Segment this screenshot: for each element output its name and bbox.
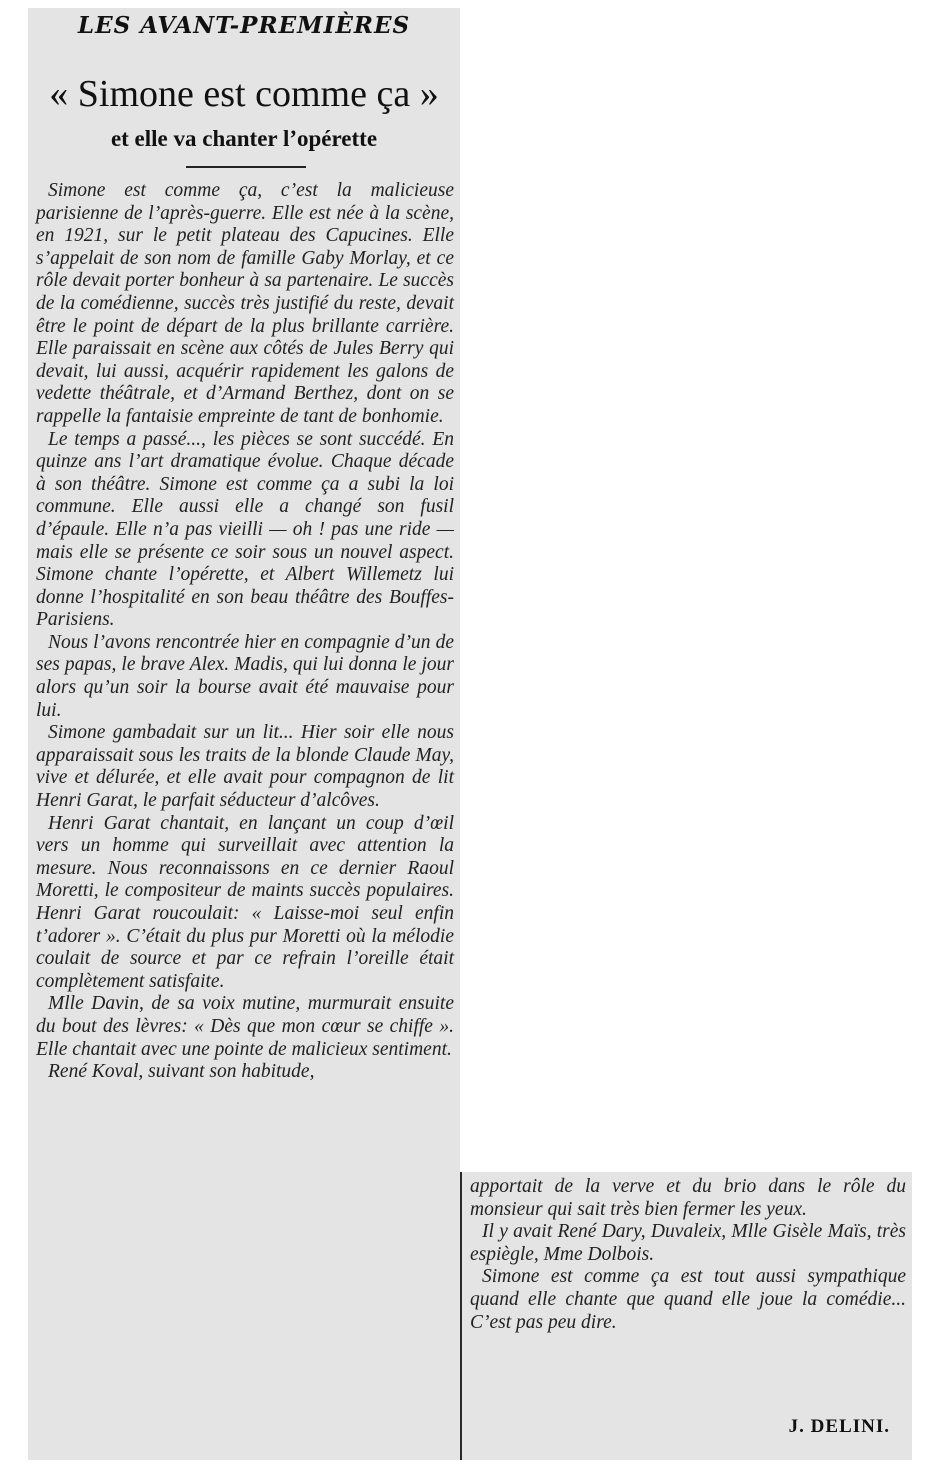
section-rubric: LES AVANT-PREMIÈRES bbox=[77, 12, 411, 39]
author-signature: J. DELINI. bbox=[788, 1416, 890, 1437]
article-body-continuation-column bbox=[470, 1176, 906, 1334]
body-paragraph-1: Simone est comme ça, c’est la malicieuse parisienne de l’après-guerre. Elle est née à la scène, en 1921, sur le petit plateau des Capucines. Elle s’appelait de son nom de famille Gaby Morlay, et ce rôle devait porter bonheur à sa partenaire. Le succès de la comédienne, succès très justifié du reste, devait être le point de départ de la plus brillante carrière. Elle paraissait en scène aux côtés de Jules Berry qui devait, lui aussi, acquérir rapidement les galons de vedette théâtrale, et d’Armand Berthez, dont on se rappelle la fantaisie empreinte de tant de bonhomie. bbox=[36, 180, 454, 427]
headline-divider-rule bbox=[186, 166, 306, 168]
body-paragraph-3: Nous l’avons rencontrée hier en compagnie d’un de ses papas, le brave Alex. Madis, qui lui donna le jour alors qu’un soir la bourse avait été mauvaise pour lui. bbox=[36, 631, 454, 721]
body-paragraph-7: René Koval, suivant son habitude, bbox=[48, 1061, 315, 1083]
article-headline: « Simone est comme ça » bbox=[49, 73, 439, 115]
continuation-paragraph-3: Simone est comme ça est tout aussi sympathique quand elle chante que quand elle joue la comédie... C’est pas peu dire. bbox=[470, 1266, 906, 1333]
body-paragraph-4: Simone gambadait sur un lit... Hier soir elle nous apparaissait sous les traits de la blonde Claude May, vive et délurée, et elle avait pour compagnon de lit Henri Garat, le parfait séducteur d’alcôves. bbox=[36, 722, 454, 812]
body-paragraph-6: Mlle Davin, de sa voix mutine, murmurait ensuite du bout des lèvres: « Dès que mon cœur se chiffe ». Elle chantait avec une pointe de malicieux sentiment. bbox=[36, 993, 454, 1060]
article-subheadline: et elle va chanter l’opérette bbox=[110, 126, 378, 151]
body-paragraph-5: Henri Garat chantait, en lançant un coup d’œil vers un homme qui surveillait avec attention la mesure. Nous reconnaissons en ce dernier Raoul Moretti, le compositeur de maints succès populaires. Henri Garat roucoulait: « Laisse-moi seul enfin t’adorer ». C’était du plus pur Moretti où la mélodie coulait de source et par ce refrain l’oreille était complètement satisfaite. bbox=[36, 812, 454, 992]
continuation-paragraph-2: Il y avait René Dary, Duvaleix, Mlle Gisèle Maïs, très espiègle, Mme Dolbois. bbox=[470, 1221, 906, 1265]
body-paragraph-2: Le temps a passé..., les pièces se sont succédé. En quinze ans l’art dramatique évolue. Chaque décade à son théâtre. Simone est comme ça a subi la loi commune. Elle aussi elle a changé son fusil d’épaule. Elle n’a pas vieilli — oh ! pas une ride — mais elle se présente ce soir sous un nouvel aspect. Simone chante l’opérette, et Albert Willemetz lui donne l’hospitalité en son beau théâtre des Bouffes-Parisiens. bbox=[36, 428, 454, 631]
article-body-main-column bbox=[36, 180, 454, 1084]
continuation-paragraph-1: apportait de la verve et du brio dans le rôle du monsieur qui sait très bien fermer les yeux. bbox=[470, 1176, 906, 1220]
